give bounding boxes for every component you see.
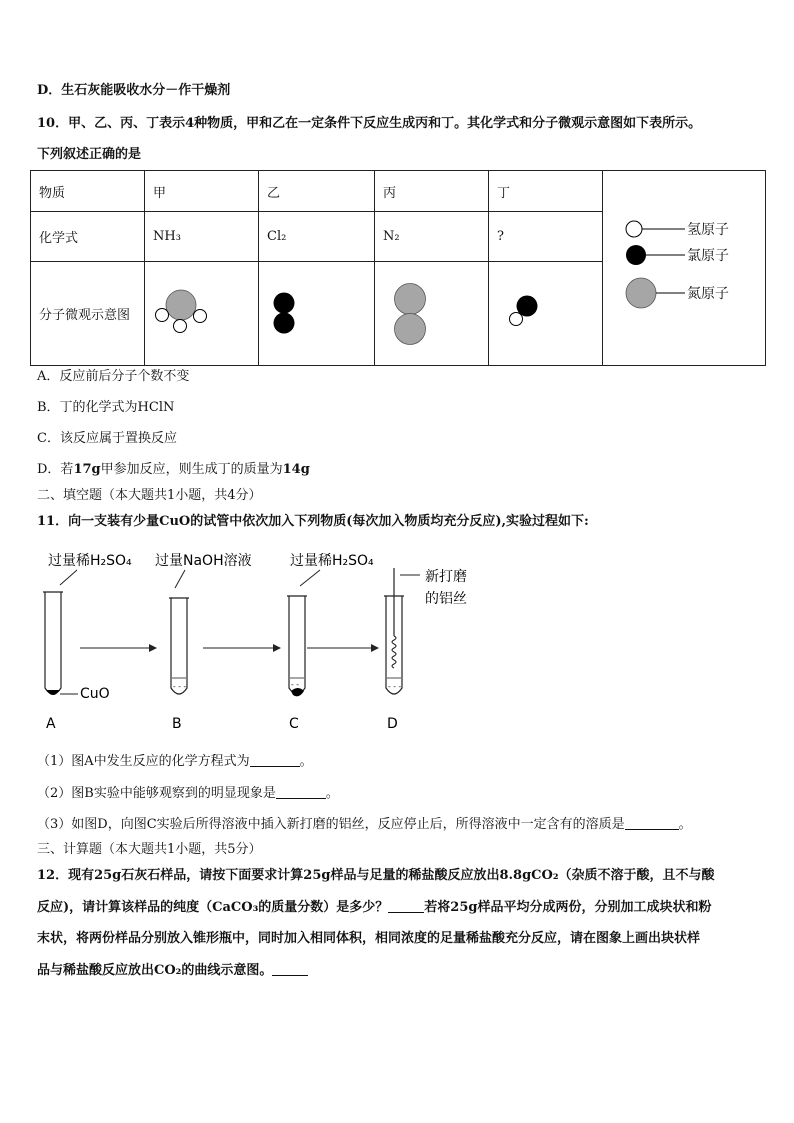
tube-label-c: C (289, 716, 299, 732)
substance-ding: 丁 (489, 171, 603, 212)
nh3-molecule-icon (145, 262, 259, 361)
svg-text:- - -: - - - (388, 682, 402, 691)
option-b: B．丁的化学式为HClN (37, 400, 175, 415)
q11-part-3-text: （3）如图D，向图C实验后所得溶液中插入新打磨的铝丝，反应停止后，所得溶液中一定含有的溶质是 (37, 817, 625, 832)
header-formula: 化学式 (31, 212, 145, 262)
question-12-line-4 (37, 961, 308, 980)
answer-blank-5[interactable] (272, 961, 308, 976)
formula-cl2: Cl₂ (259, 212, 375, 262)
option-d-pre: D．若 (37, 462, 74, 477)
experiment-diagram (0, 540, 794, 740)
answer-blank-2[interactable] (276, 784, 326, 799)
pointer-b (175, 570, 185, 588)
question-11-stem: 11．向一支装有少量CuO的试管中依次加入下列物质(每次加入物质均充分反应),实验过程如下: (37, 514, 589, 529)
svg-text:- - -: - - - (173, 682, 187, 691)
option-c: C．该反应属于置换反应 (37, 431, 177, 446)
test-tube-c (287, 596, 307, 696)
q12-line-2-text-b: 若将25g样品平均分成两份，分别加工成块状和粉 (424, 900, 712, 915)
substance-jia: 甲 (145, 171, 259, 212)
legend-hydrogen-label: 氢原子 (687, 222, 729, 238)
section-2-title: 二、填空题（本大题共1小题，共4分） (37, 488, 262, 503)
option-a: A．反应前后分子个数不变 (37, 369, 190, 384)
hydrogen-atom-icon (625, 219, 687, 239)
answer-blank-1[interactable] (250, 752, 300, 767)
legend-hydrogen (625, 219, 729, 239)
header-diagram: 分子微观示意图 (31, 262, 145, 366)
reagent-a-label: 过量稀H₂SO₄ (48, 553, 132, 569)
header-substance: 物质 (31, 171, 145, 212)
chlorine-atom-icon (625, 244, 687, 266)
option-d-mid: 甲参加反应，则生成丁的质量为 (100, 462, 283, 477)
legend-cell (603, 171, 766, 366)
legend-nitrogen-label: 氮原子 (687, 286, 729, 302)
option-d-num1: 17g (73, 462, 101, 477)
q11-part-2 (37, 784, 339, 803)
pointer-c (300, 570, 320, 586)
option-d-q9: D．生石灰能吸收水分－作干燥剂 (37, 83, 231, 98)
q11-part-2-period: 。 (325, 786, 339, 801)
answer-blank-4[interactable] (388, 898, 424, 913)
q12-line-2-text: 反应)，请计算该样品的纯度（CaCO₃的质量分数）是多少？ (37, 900, 389, 915)
tube-label-a: A (46, 716, 56, 732)
molecule-table (30, 170, 766, 366)
cl2-molecule-icon (259, 262, 375, 361)
formula-nh3: NH₃ (145, 212, 259, 262)
legend-chlorine (625, 244, 729, 266)
tube-label-b: B (172, 716, 182, 732)
legend-nitrogen (625, 277, 729, 309)
q11-part-1 (37, 752, 313, 771)
question-12-line-2 (37, 898, 711, 917)
question-12-line-3: 末状，将两份样品分别放入锥形瓶中，同时加入相同体积，相同浓度的足量稀盐酸充分反应，请在图象上画出块状样 (37, 931, 701, 946)
reagent-d-label-2: 的铝丝 (425, 591, 467, 607)
reagent-d-label-1: 新打磨 (425, 569, 467, 585)
diagram-unknown (489, 262, 603, 366)
substance-yi: 乙 (259, 171, 375, 212)
q11-part-1-text: （1）图A中发生反应的化学方程式为 (37, 754, 250, 769)
q12-line-4-text: 品与稀盐酸反应放出CO₂的曲线示意图。 (37, 963, 273, 978)
hcl-molecule-icon (489, 262, 603, 361)
option-d-num2: 14g (282, 462, 310, 477)
legend-chlorine-label: 氯原子 (687, 248, 729, 264)
nitrogen-atom-icon (625, 277, 687, 309)
q11-part-3-period: 。 (678, 817, 692, 832)
q11-part-1-period: 。 (299, 754, 313, 769)
reagent-c-label: 过量稀H₂SO₄ (290, 553, 374, 569)
svg-text:- -: - - (291, 680, 299, 689)
test-tube-b (169, 598, 189, 694)
reagent-b-label: 过量NaOH溶液 (155, 553, 252, 569)
q11-part-3 (37, 815, 692, 834)
pointer-a (60, 570, 77, 585)
q11-part-2-text: （2）图B实验中能够观察到的明显现象是 (37, 786, 276, 801)
question-10-stem-2: 下列叙述正确的是 (37, 147, 142, 162)
formula-unknown: ? (489, 212, 603, 262)
formula-n2: N₂ (375, 212, 489, 262)
option-d (37, 461, 310, 479)
tube-label-d: D (387, 716, 398, 732)
diagram-nh3 (145, 262, 259, 366)
n2-molecule-icon (375, 262, 489, 361)
test-tube-a (43, 592, 78, 695)
answer-blank-3[interactable] (625, 815, 679, 830)
question-10-stem: 10．甲、乙、丙、丁表示4种物质，甲和乙在一定条件下反应生成丙和丁。其化学式和分子微观示意图如下表所示。 (37, 116, 702, 131)
diagram-cl2 (259, 262, 375, 366)
cuo-label: CuO (80, 686, 110, 702)
section-3-title: 三、计算题（本大题共1小题，共5分） (37, 842, 262, 857)
diagram-n2 (375, 262, 489, 366)
substance-bing: 丙 (375, 171, 489, 212)
test-tube-d (384, 568, 404, 694)
question-12-line-1: 12．现有25g石灰石样品，请按下面要求计算25g样品与足量的稀盐酸反应放出8.8gCO₂（杂质不溶于酸，且不与酸 (37, 868, 715, 883)
